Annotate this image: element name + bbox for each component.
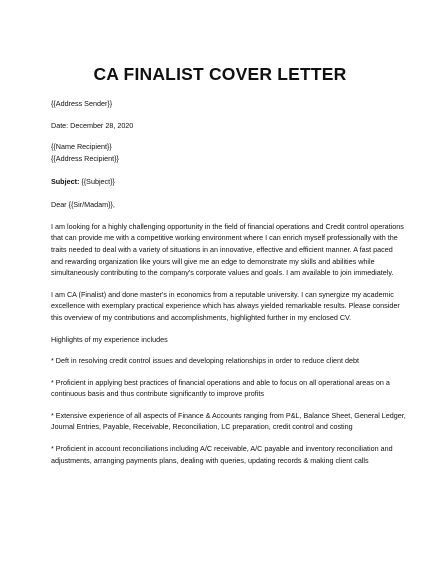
bullet-credit-control: * Deft in resolving credit control issues and developing relationships in order to reduce client debt — [51, 356, 360, 366]
address-recipient: {{Address Recipient}} — [51, 153, 119, 163]
name-recipient: {{Name Recipient}} — [51, 142, 112, 152]
subject-value: {{Subject}} — [79, 176, 115, 186]
salutation: Dear {{Sir/Madam}}, — [51, 200, 115, 210]
subject-line — [51, 176, 406, 188]
highlights-heading: Highlights of my experience includes — [51, 334, 168, 344]
bullet-financial-operations: * Proficient in applying best practices of financial operations and able to focus on all operational areas on a continuous basis and thus contribute significantly to improve profits — [51, 377, 390, 399]
paragraph-intro: I am looking for a highly challenging opportunity in the field of financial operations and Credit control operations that can provide me with a competitive working environment where I can enrich myself professionally with the traits needed to deal with a variety of situations in an innovative, effective and efficient manner. A fast paced and rewarding organization like yours will give me an edge to demonstrate my skills and abilities while simultaneously contributing to the company's corporate values and goals. I am available to join immediately. — [51, 221, 404, 278]
letter-title: CA FINALIST COVER LETTER — [93, 64, 347, 84]
letter-date: Date: December 28, 2020 — [51, 120, 134, 130]
bullet-finance-accounts: * Extensive experience of all aspects of Finance & Accounts ranging from P&L, Balance Sheet, General Ledger, Journal Entries, Payable, Receivable, Reconciliation, LC preparation, credit control and costing — [51, 410, 406, 432]
subject-label: Subject: — [51, 176, 80, 186]
paragraph-qualifications: I am CA (Finalist) and done master's in economics from a reputable university. I can synergize my academic excellence with exemplary practical experience which has always yielded remarkable results. Please consider this overview of my contributions and accomplishments, highlighted further in my enclosed CV. — [51, 289, 400, 322]
bullet-reconciliations: * Proficient in account reconciliations including A/C receivable, A/C payable and inventory reconciliation and adjustments, arranging payments plans, dealing with queries, updating records & making client calls — [51, 444, 393, 465]
address-sender: {{Address Sender}} — [51, 99, 113, 108]
